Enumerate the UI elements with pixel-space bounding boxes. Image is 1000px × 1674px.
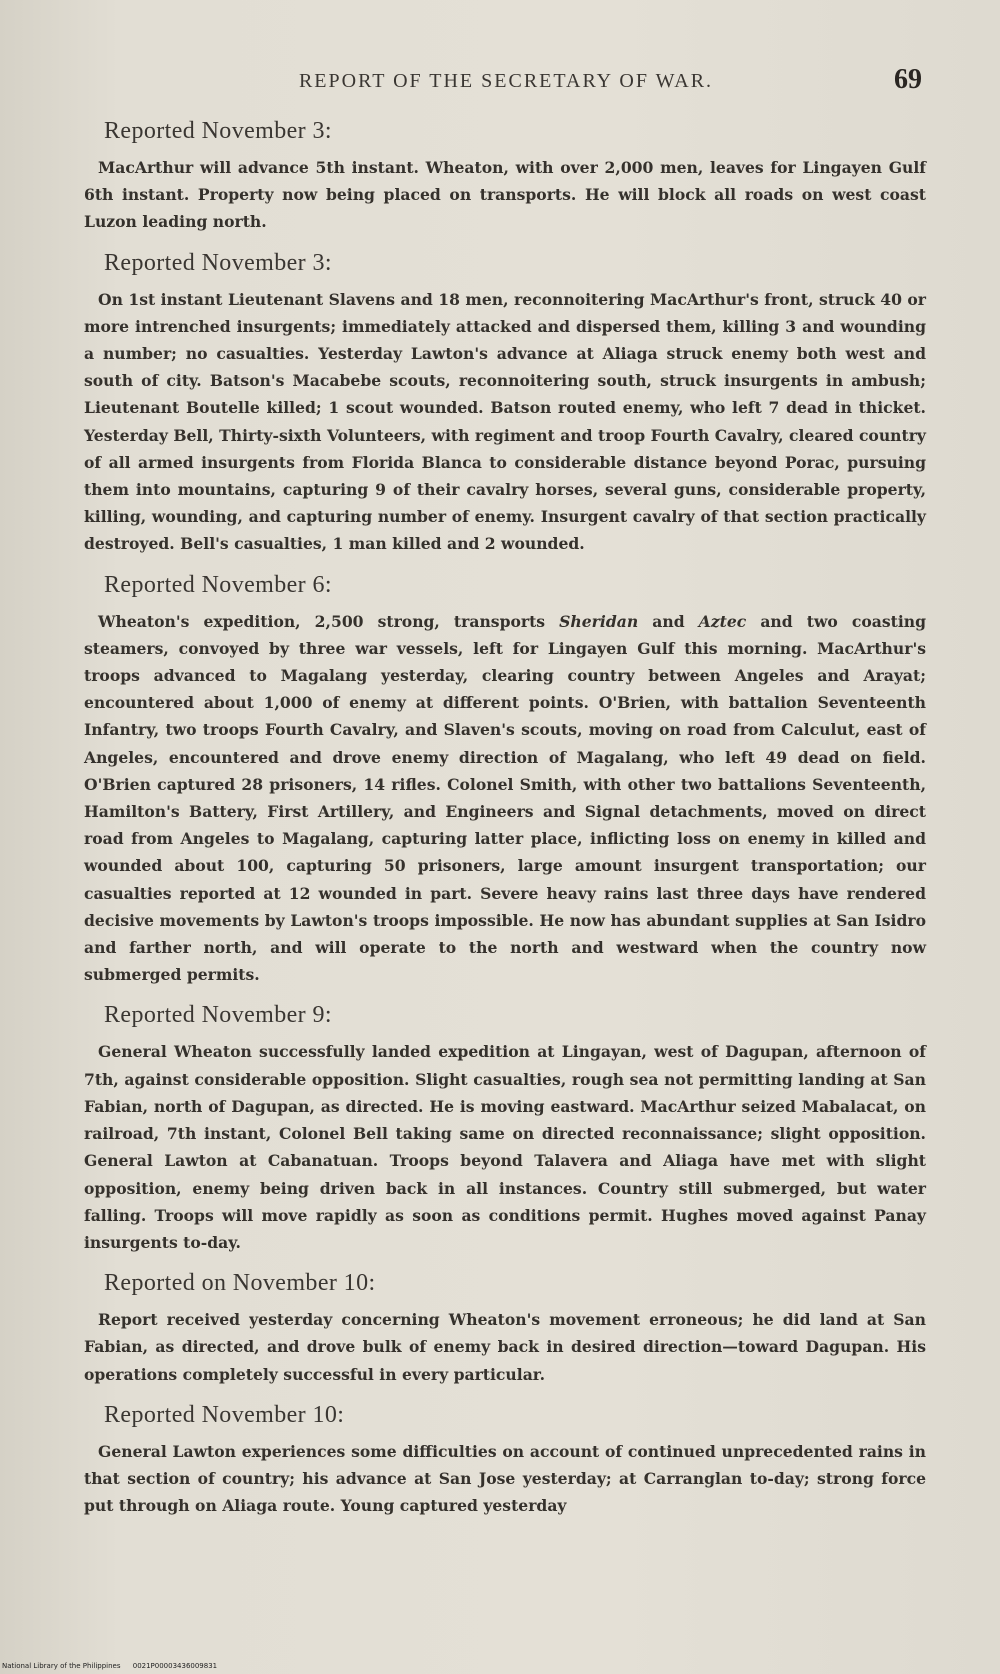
scan-footer <box>2 1662 227 1670</box>
section-text: General Wheaton successfully landed expedition at Lingayan, west of Dagupan, afternoon of 7th, against considerable opposition. Slight casualties, rough sea not permitting landing at San Fabian, north of Dagupan, as directed. He is moving eastward. MacArthur seized Mabalacat, on railroad, 7th instant, Colonel Bell taking same on directed reconnaissance; slight opposition. General Lawton at Cabanatuan. Troops beyond Talavera and Aliaga have met with slight opposition, enemy being driven back in all instances. Country still submerged, but water falling. Troops will move rapidly as soon as conditions permit. Hughes moved against Panay insurgents to-day. <box>84 1042 926 1252</box>
running-head: REPORT OF THE SECRETARY OF WAR. <box>298 70 714 92</box>
report-section <box>84 572 926 989</box>
section-heading: Reported November 6: <box>104 571 332 598</box>
section-heading: Reported November 9: <box>104 1002 332 1029</box>
text-segment: and <box>638 611 699 631</box>
ship-name-sheridan: Sheridan <box>559 611 639 631</box>
section-heading: Reported on November 10: <box>104 1270 376 1297</box>
text-segment: Wheaton's expedition, 2,500 strong, transports <box>98 611 560 631</box>
scan-code: 0021P00003436009831 <box>132 1662 218 1670</box>
page-number: 69 <box>894 64 922 95</box>
report-section <box>84 250 926 558</box>
section-text: General Lawton experiences some difficulties on account of continued unprecedented rains in that section of country; his advance at San Jose yesterday; at Carranglan to-day; strong force put through on Aliaga route. Young captured yesterday <box>84 1441 926 1516</box>
document-body <box>84 118 926 1533</box>
section-text: MacArthur will advance 5th instant. Wheaton, with over 2,000 men, leaves for Lingayen Gulf 6th instant. Property now being placed on transports. He will block all roads on west coast Luzon leading north. <box>84 158 926 232</box>
section-text: Report received yesterday concerning Wheaton's movement erroneous; he did land at San Fabian, as directed, and drove bulk of enemy back in desired direction—toward Dagupan. His operations completely successful in every particular. <box>84 1310 926 1384</box>
section-text <box>84 608 926 989</box>
report-section <box>84 1402 926 1520</box>
section-heading: Reported November 10: <box>104 1401 345 1428</box>
report-section <box>84 118 926 236</box>
page-header <box>90 64 922 98</box>
library-name: National Library of the Philippines <box>2 1662 121 1670</box>
report-section <box>84 1270 926 1388</box>
report-section <box>84 1002 926 1256</box>
ship-name-aztec: Aztec <box>698 611 747 631</box>
section-heading: Reported November 3: <box>104 118 332 144</box>
section-text: On 1st instant Lieutenant Slavens and 18 men, reconnoitering MacArthur's front, struck 40 or more intrenched insurgents; immediately attacked and dispersed them, killing 3 and wounding a number; no casualties. Yesterday Lawton's advance at Aliaga struck enemy both west and south of city. Batson's Macabebe scouts, reconnoitering south, struck insurgents in ambush; Lieutenant Boutelle killed; 1 scout wounded. Batson routed enemy, who left 7 dead in thicket. Yesterday Bell, Thirty-sixth Volunteers, with regiment and troop Fourth Cavalry, cleared country of all armed insurgents from Florida Blanca to considerable distance beyond Porac, pursuing them into mountains, capturing 9 of their cavalry horses, several guns, considerable property, killing, wounding, and capturing number of enemy. Insurgent cavalry of that section practically destroyed. Bell's casualties, 1 man killed and 2 wounded. <box>84 289 926 554</box>
text-segment: and two coasting steamers, convoyed by three war vessels, left for Lingayen Gulf this morning. MacArthur's troops advanced to Magalang yesterday, clearing country between Angeles and Arayat; encountered about 1,000 of enemy at different points. O'Brien, with battalion Seventeenth Infantry, two troops Fourth Cavalry, and Slaven's scouts, moving on road from Calculut, east of Angeles, encountered and drove enemy direction of Magalang, who left 49 dead on field. O'Brien captured 28 prisoners, 14 rifles. Colonel Smith, with other two battalions Seventeenth, Hamilton's Battery, First Artillery, and Engineers and Signal detachments, moved on direct road from Angeles to Magalang, capturing latter place, inflicting loss on enemy in killed and wounded about 100, capturing 50 prisoners, large amount insurgent transportation; our casualties reported at 12 wounded in part. Severe heavy rains last three days have rendered decisive movements by Lawton's troops impossible. He now has abundant supplies at San Isidro and farther north, and will operate to the north and westward when the country now submerged permits. <box>84 611 926 985</box>
section-heading: Reported November 3: <box>104 249 332 276</box>
